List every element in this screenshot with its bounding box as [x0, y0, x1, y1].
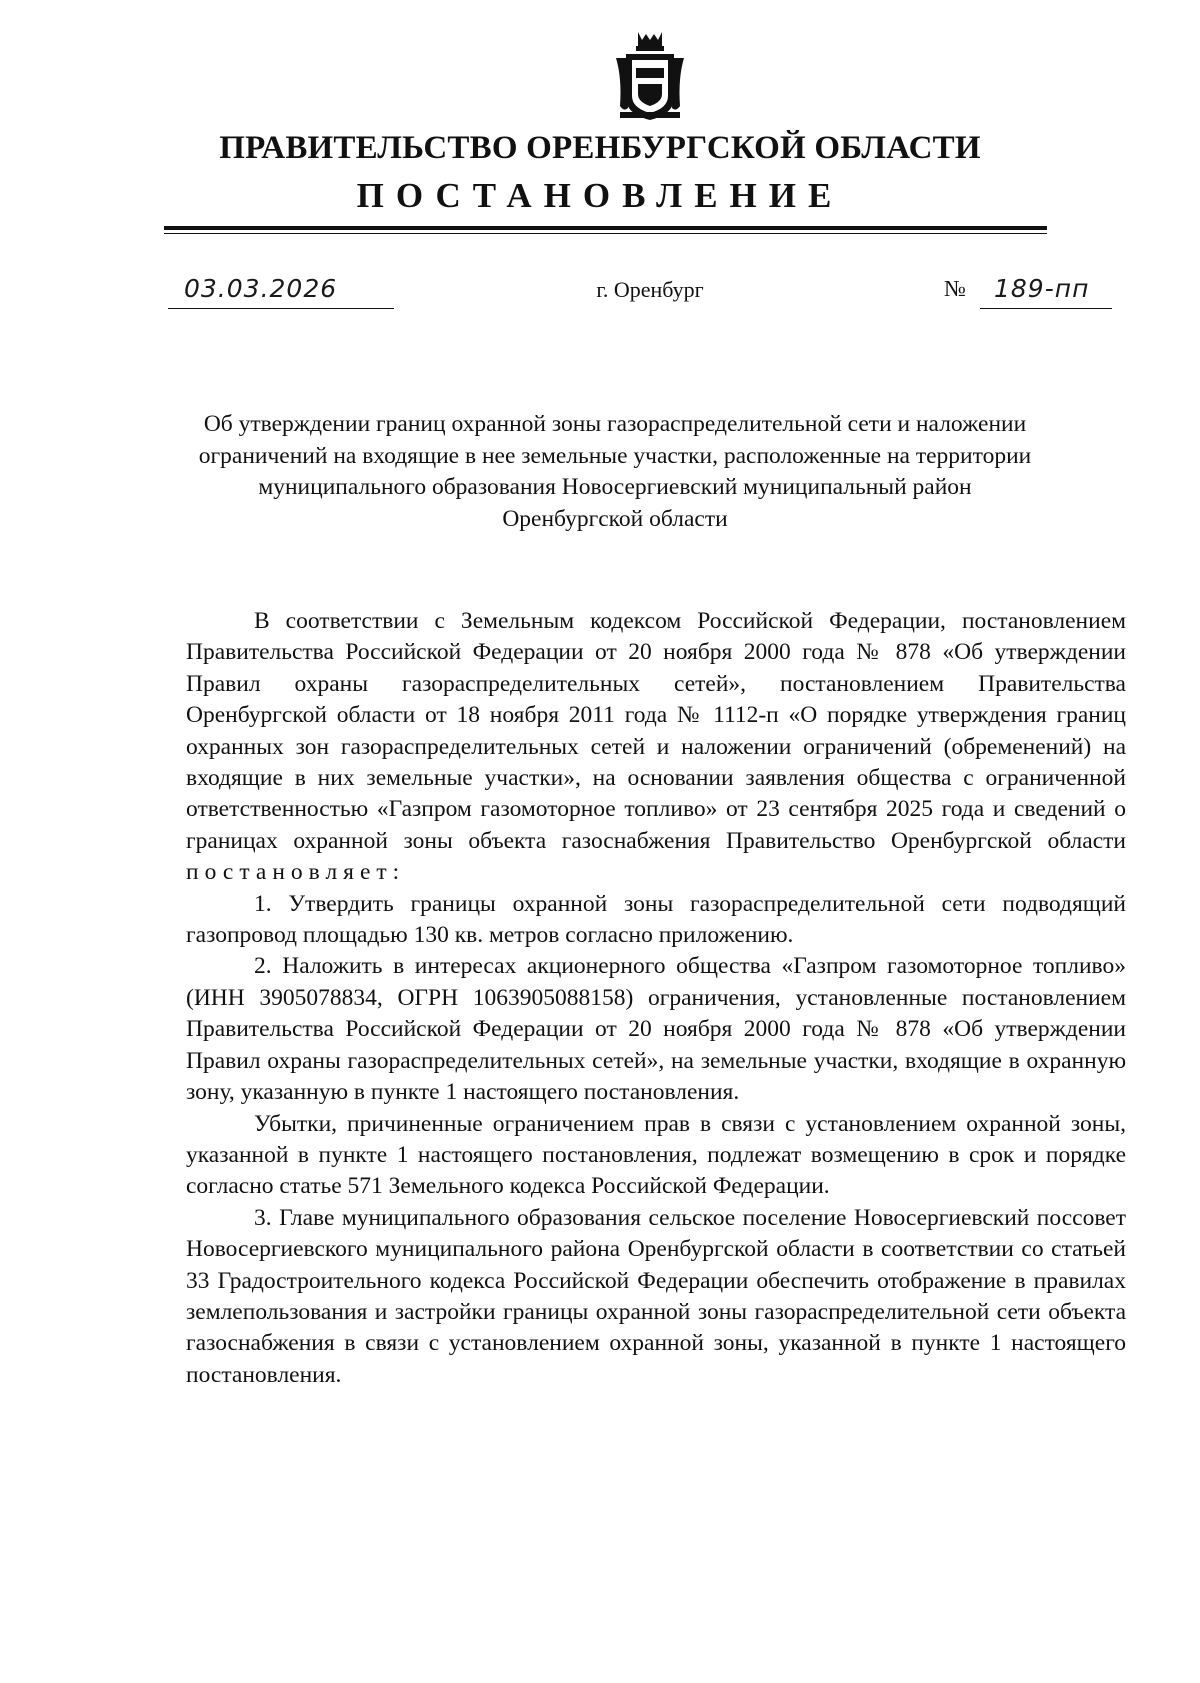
item-3-paragraph: 3. Главе муниципального образования сельское поселение Новосергиевский поссовет Новосергиевского муниципального района Оренбургской области в соответствии со статьей 33 Градостроительного кодекса Российской Федерации обеспечить отображение в правилах землепользования и застройки границы охранной зоны газораспределительной сети объекта газоснабжения в связи с установлением охранной зоны, указанной в пункте 1 настоящего постановления. — [186, 1204, 1126, 1388]
item-2-paragraph: 2. Наложить в интересах акционерного общества «Газпром газомоторное топливо» (ИНН 3905078834, ОГРН 1063905088158) ограничения, установленные постановлением Правительства Российской Федерации от 20 ноября 2000 года № 878 «Об утверждении Правил охраны газораспределительных сетей», на земельные участки, входящие в охранную зону, указанную в пункте 1 настоящего постановления. — [186, 953, 1126, 1106]
decree-word: постановляет: — [186, 859, 406, 886]
document-body — [186, 606, 1126, 1391]
document-type: ПОСТАНОВЛЕНИЕ — [356, 176, 844, 215]
header-divider-thick — [164, 226, 1047, 230]
issuing-authority: ПРАВИТЕЛЬСТВО ОРЕНБУРГСКОЙ ОБЛАСТИ — [219, 130, 981, 166]
preamble-paragraph — [186, 606, 1126, 889]
header-divider-thin — [164, 233, 1047, 234]
preamble-text: В соответствии с Земельным кодексом Российской Федерации, постановлением Правительства Российской Федерации от 20 ноября 2000 года № 878 «Об утверждении Правил охраны газораспределительных сетей», постановлением Правительства Оренбургской области от 18 ноября 2011 года № 1112-п «О порядке утверждения границ охранных зон газораспределительных сетей и наложении ограничений (обременений) на входящие в них земельные участки», на основании заявления общества с ограниченной ответственностью «Газпром газомоторное топливо» от 23 сентября 2025 года и сведений о границах охранной зоны объекта газоснабжения Правительство Оренбургской области — [186, 608, 1126, 854]
number-label: № — [944, 276, 966, 301]
item-1-paragraph: 1. Утвердить границы охранной зоны газораспределительной сети подводящий газопровод площадью 130 кв. метров согласно приложению. — [186, 890, 1126, 949]
number-field — [980, 274, 1112, 309]
date-field — [168, 274, 394, 309]
city: г. Оренбург — [596, 277, 704, 302]
document-date: 03.03.2026 — [184, 274, 338, 303]
item-2-compensation-paragraph: Убытки, причиненные ограничением прав в связи с установлением охранной зоны, указанной в пункте 1 настоящего постановления, подлежат возмещению в срок и порядке согласно статье 571 Земельного кодекса Российской Федерации. — [186, 1110, 1126, 1200]
document-title: Об утверждении границ охранной зоны газораспределительной сети и наложении ограничений на входящие в нее земельные участки, расположенные на территории муниципального образования Новосергиевский муниципальный район Оренбургской области — [198, 411, 1032, 532]
coat-of-arms-icon — [612, 28, 688, 124]
document-number: 189-пп — [994, 274, 1090, 303]
